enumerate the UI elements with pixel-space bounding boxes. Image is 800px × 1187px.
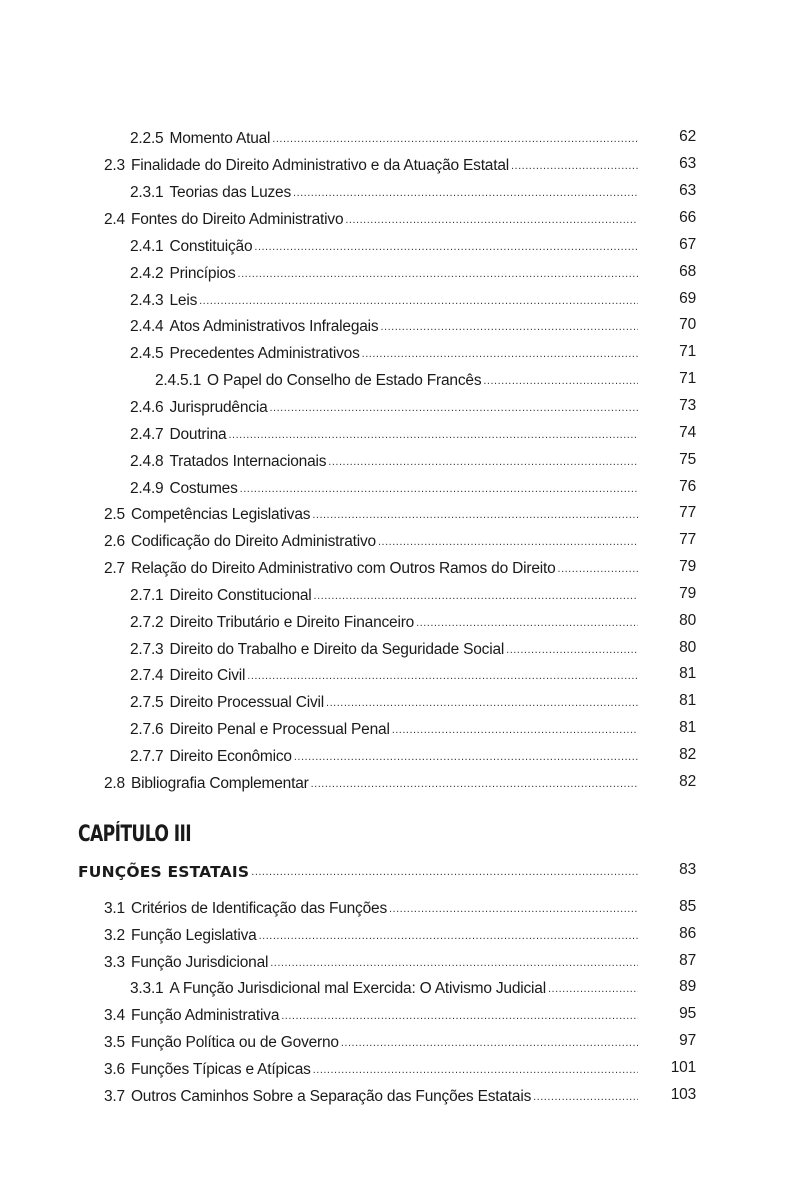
entry-title: Critérios de Identificação das Funções [130,900,387,917]
toc-entry[interactable] [104,896,638,918]
entry-number: 2.7.5 [130,694,164,711]
entry-number: 2.3.1 [130,184,164,201]
entry-page: 74 [679,424,696,441]
entry-number: 2.7.7 [130,748,164,765]
entry-number: 2.6 [104,533,125,550]
toc-page-cell [600,288,696,310]
entry-page: 66 [679,209,696,226]
entry-page: 71 [679,343,696,360]
entry-number: 2.4.4 [130,318,164,335]
entry-title: Leis [169,292,198,309]
dot-leader [314,589,638,603]
entry-title: Momento Atual [169,130,271,147]
toc-page-cell [600,314,696,336]
entry-number: 3.4 [104,1007,125,1024]
entry-title: Constituição [169,238,253,255]
toc-entry[interactable] [130,126,638,148]
toc-entry[interactable] [104,153,638,175]
toc-page-cell [600,717,696,739]
dot-leader [238,267,638,281]
entry-title: Função Jurisdicional [130,954,269,971]
toc-page-cell [600,207,696,229]
toc-entry[interactable] [130,583,638,605]
entry-number: 2.4.1 [130,238,164,255]
toc-page-cell [600,950,696,972]
entry-page: 75 [679,451,696,468]
toc-page-cell [600,1030,696,1052]
entry-number: 2.4.2 [130,265,164,282]
entry-number: 2.7 [104,560,125,577]
entry-number: 2.4 [104,211,125,228]
dot-leader [341,1036,638,1050]
dot-leader [362,347,638,361]
entry-number: 3.6 [104,1061,125,1078]
entry-page: 95 [679,1005,696,1022]
entry-number: 2.3 [104,157,125,174]
toc-page-cell [600,637,696,659]
chapter-title: FUNÇÕES ESTATAIS [78,863,250,881]
toc-page-cell [600,744,696,766]
entry-title: Doutrina [169,426,227,443]
toc-page-cell [600,923,696,945]
entry-number: 2.7.6 [130,721,164,738]
dot-leader [199,294,638,308]
entry-title: Bibliografia Complementar [130,775,309,792]
toc-entry[interactable] [104,1003,638,1025]
dot-leader [293,186,638,200]
toc-page-cell [600,663,696,685]
entry-number: 2.7.3 [130,641,164,658]
entry-number: 2.4.9 [130,480,164,497]
entry-number: 2.7.4 [130,667,164,684]
dot-leader [270,401,639,415]
toc-page-cell [600,449,696,471]
entry-title: Fontes do Direito Administrativo [130,211,344,228]
dot-leader [313,1063,638,1077]
entry-number: 2.2.5 [130,130,164,147]
dot-leader [326,696,638,710]
toc-page-cell [600,556,696,578]
toc-entry[interactable] [104,1084,638,1106]
dot-leader [345,213,638,227]
entry-number: 2.4.8 [130,453,164,470]
entry-title: Direito Processual Civil [169,694,325,711]
entry-title: Direito Penal e Processual Penal [169,721,390,738]
toc-page-cell [600,1003,696,1025]
chapter-page: 83 [679,861,696,878]
entry-number: 3.1 [104,900,125,917]
entry-title: Tratados Internacionais [169,453,327,470]
toc-page-cell [600,180,696,202]
toc-page-cell [600,395,696,417]
toc-page-cell [600,690,696,712]
toc-entry[interactable] [130,610,638,632]
entry-title: Outros Caminhos Sobre a Separação das Funções Estatais [130,1088,532,1105]
toc-entry[interactable] [130,744,638,766]
toc-entry[interactable] [104,502,638,524]
entry-page: 81 [679,665,696,682]
toc-entry[interactable] [130,180,638,202]
dot-leader [251,865,638,879]
entry-title: Competências Legislativas [130,506,311,523]
entry-page: 79 [679,558,696,575]
entry-page: 85 [679,898,696,915]
toc-entry[interactable] [155,368,638,390]
dot-leader [228,428,638,442]
chapter-label: CAPÍTULO III [78,822,192,847]
toc-entry[interactable] [104,1057,638,1079]
toc-page-cell [600,502,696,524]
entry-number: 2.7.2 [130,614,164,631]
entry-title: O Papel do Conselho de Estado Francês [207,372,482,389]
toc-page-cell [600,476,696,498]
toc-entry[interactable] [104,556,638,578]
toc-page-cell [600,976,696,998]
entry-title: Atos Administrativos Infralegais [169,318,379,335]
toc-page-cell [600,368,696,390]
entry-page: 77 [679,504,696,521]
entry-title: Direito Tributário e Direito Financeiro [169,614,415,631]
toc-entry[interactable] [130,690,638,712]
toc-entry[interactable] [130,449,638,471]
entry-page: 69 [679,290,696,307]
entry-number: 2.4.3 [130,292,164,309]
entry-title: Direito Constitucional [169,587,312,604]
toc-entry[interactable] [130,261,638,283]
chapter-title-entry[interactable] [78,859,638,881]
toc-entry[interactable] [130,637,638,659]
entry-number: 2.8 [104,775,125,792]
entry-title: Função Política ou de Governo [130,1034,339,1051]
entry-title: Codificação do Direito Administrativo [130,533,376,550]
toc-page-cell [600,610,696,632]
toc-entry[interactable] [130,341,638,363]
toc-page-cell [600,771,696,793]
toc-page-cell [600,341,696,363]
toc-entry[interactable] [104,529,638,551]
entry-page: 70 [679,316,696,333]
entry-title: Finalidade do Direito Administrativo e da Atuação Estatal [130,157,509,174]
entry-number: 2.4.5.1 [155,372,202,389]
entry-page: 87 [679,952,696,969]
toc-entry[interactable] [104,771,638,793]
entry-title: Precedentes Administrativos [169,345,360,362]
toc-page-cell [600,859,696,881]
toc-entry[interactable] [130,717,638,739]
entry-number: 3.3 [104,954,125,971]
dot-leader [270,956,638,970]
entry-title: Teorias das Luzes [169,184,292,201]
dot-leader [311,777,638,791]
dot-leader [294,750,638,764]
entry-title: Jurisprudência [169,399,268,416]
entry-page: 89 [679,978,696,995]
toc-page-cell [600,529,696,551]
dot-leader [247,669,638,683]
entry-number: 2.4.7 [130,426,164,443]
entry-page: 79 [679,585,696,602]
dot-leader [378,535,638,549]
toc-page-cell [600,234,696,256]
entry-title: Costumes [169,480,238,497]
entry-page: 81 [679,719,696,736]
entry-title: Direito do Trabalho e Direito da Seguridade Social [169,641,505,658]
entry-page: 71 [679,370,696,387]
toc-entry[interactable] [104,923,638,945]
entry-page: 77 [679,531,696,548]
entry-title: Princípios [169,265,236,282]
toc-entry[interactable] [104,1030,638,1052]
entry-number: 2.4.5 [130,345,164,362]
dot-leader [312,508,638,522]
toc-entry[interactable] [130,395,638,417]
entry-number: 2.4.6 [130,399,164,416]
entry-title: Função Administrativa [130,1007,280,1024]
entry-number: 2.5 [104,506,125,523]
entry-page: 81 [679,692,696,709]
toc-entry[interactable] [130,234,638,256]
toc-page-cell [600,1084,696,1106]
entry-number: 2.7.1 [130,587,164,604]
dot-leader [272,132,638,146]
toc-entry[interactable] [130,422,638,444]
dot-leader [328,455,638,469]
entry-number: 3.3.1 [130,980,164,997]
toc-entry[interactable] [130,663,638,685]
entry-page: 97 [679,1032,696,1049]
entry-number: 3.7 [104,1088,125,1105]
toc-entry[interactable] [130,976,638,998]
entry-title: Direito Civil [169,667,246,684]
entry-title: Relação do Direito Administrativo com Outros Ramos do Direito [130,560,556,577]
entry-page: 80 [679,612,696,629]
toc-entry[interactable] [130,314,638,336]
entry-page: 82 [679,773,696,790]
toc-page-cell [600,153,696,175]
toc-entry[interactable] [104,207,638,229]
entry-page: 86 [679,925,696,942]
entry-page: 101 [670,1059,696,1076]
entry-number: 3.5 [104,1034,125,1051]
dot-leader [254,240,638,254]
entry-page: 76 [679,478,696,495]
toc-entry[interactable] [130,476,638,498]
entry-page: 103 [670,1086,696,1103]
entry-title: Direito Econômico [169,748,292,765]
entry-page: 73 [679,397,696,414]
entry-page: 67 [679,236,696,253]
entry-page: 62 [679,128,696,145]
entry-page: 63 [679,155,696,172]
toc-page-cell [600,126,696,148]
dot-leader [281,1009,638,1023]
toc-page-cell [600,1057,696,1079]
entry-title: Função Legislativa [130,927,257,944]
entry-number: 3.2 [104,927,125,944]
dot-leader [259,929,638,943]
entry-page: 82 [679,746,696,763]
toc-entry[interactable] [104,950,638,972]
toc-page-cell [600,422,696,444]
entry-title: Funções Típicas e Atípicas [130,1061,311,1078]
entry-page: 68 [679,263,696,280]
entry-page: 63 [679,182,696,199]
entry-page: 80 [679,639,696,656]
toc-page-cell [600,583,696,605]
entry-title: A Função Jurisdicional mal Exercida: O Ativismo Judicial [169,980,546,997]
toc-page-cell [600,261,696,283]
toc-entry[interactable] [130,288,638,310]
toc-page-cell [600,896,696,918]
dot-leader [240,482,638,496]
